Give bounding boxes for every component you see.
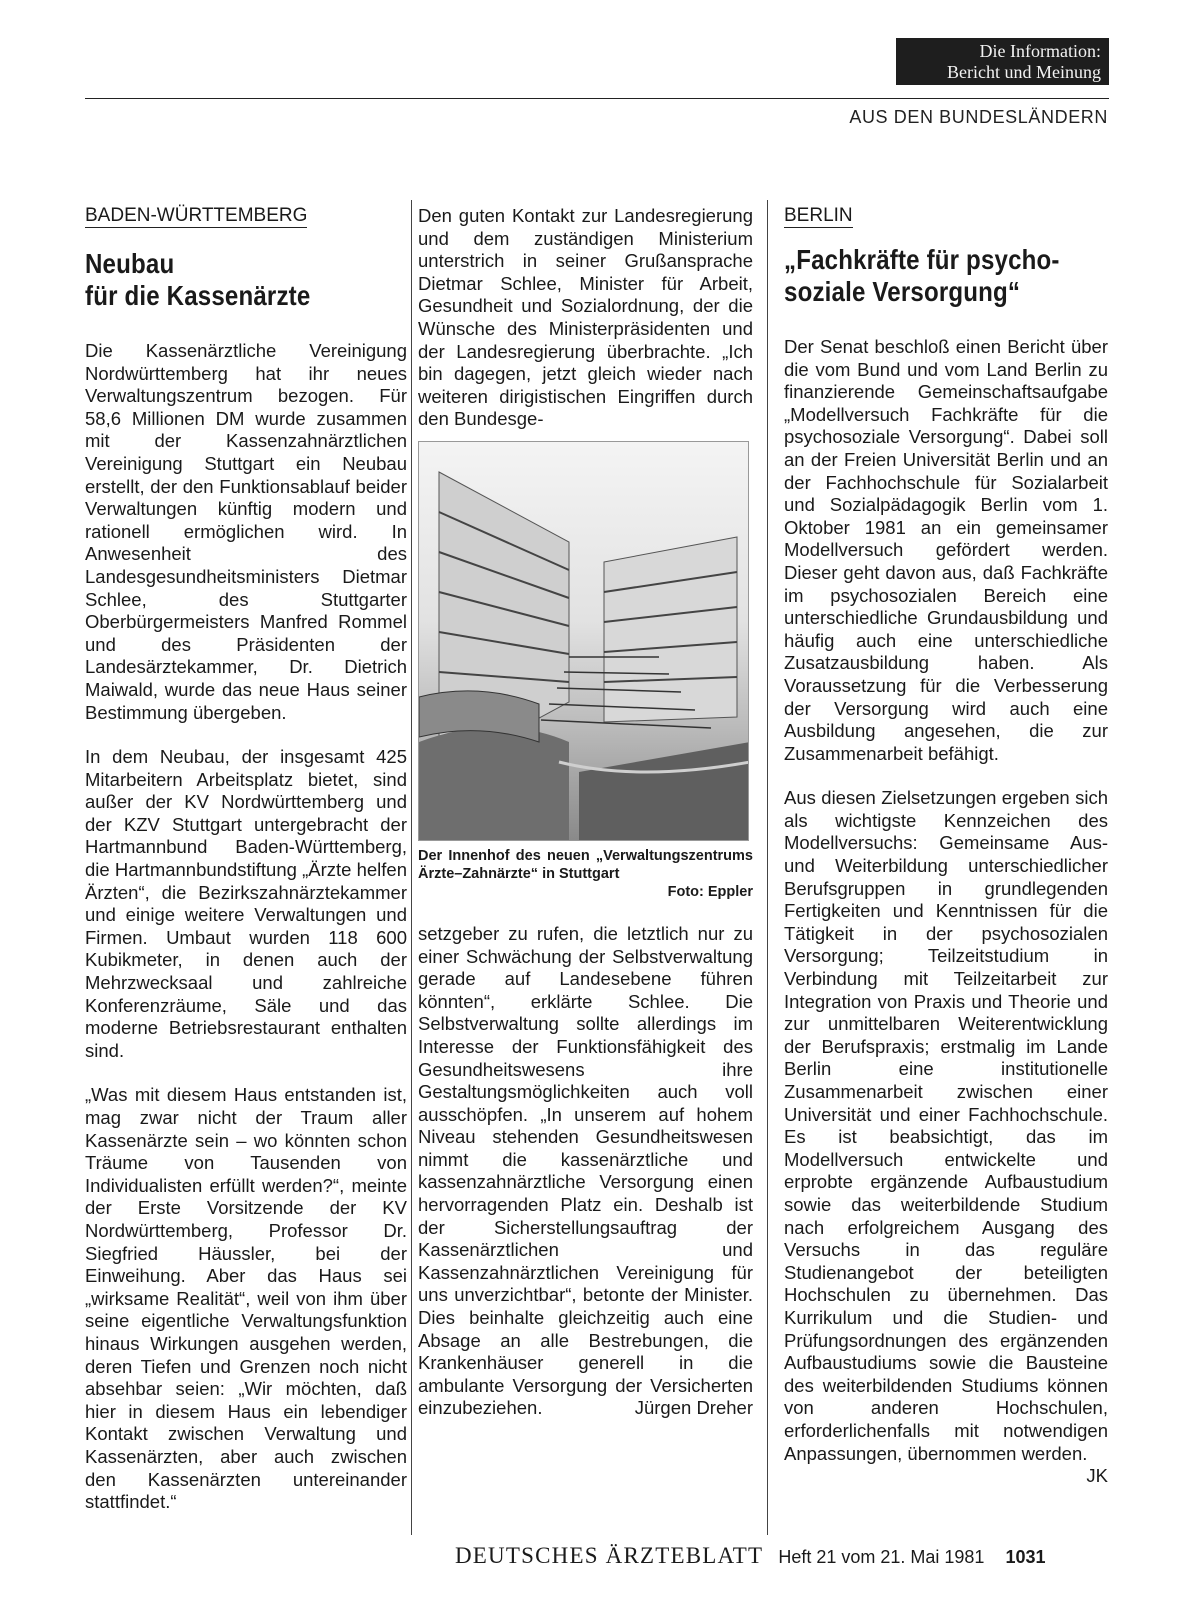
column-divider xyxy=(767,200,768,1535)
badge-line-1: Die Information: xyxy=(979,41,1101,61)
photo-caption xyxy=(418,847,753,901)
paragraph: „Was mit diesem Haus entstanden ist, mag zwar nicht der Traum aller Kassenärzte sein – wo könnten schon Träume von Tausenden von Individualisten erfüllt werden?“, meinte der Erste Vorsitzende der KV Nordwürttemberg, Professor Dr. Siegfried Häussler, bei der Einweihung. Aber das Haus sei „wirksame Realität“, weil von ihm über seine eigentliche Verwaltungsfunktion hinaus Wirkungen ausgehen werden, deren Tiefen und Grenzen noch nicht absehbar seien: „Wir möchten, daß hier in diesem Haus ein lebendiger Kontakt zwischen Verwaltung und Kassenärzten, aber auch zwischen den Kassenärzten untereinander stattfindet.“ xyxy=(85,1084,407,1513)
paragraph: Der Senat beschloß einen Bericht über die vom Bund und vom Land Berlin zu finanzierende Gemeinschaftsaufgabe „Modellversuch Fachkräfte für die psychosoziale Versorgung“. Dabei soll an der Freien Universität Berlin und an der Fachhochschule für Sozialarbeit und Sozialpädagogik Berlin vom 1. Oktober 1981 an ein gemeinsamer Modellversuch gefördert werden. Dieser geht davon aus, daß Fachkräfte im psychosozialen Bereich eine unterschiedliche Grundausbildung und häufig auch eine unterschiedliche Zusatzausbildung haben. Als Voraussetzung für die Verbesserung der Versorgung wird auch eine Ausbildung angesehen, die zur Zusammenarbeit befähigt. xyxy=(784,336,1108,764)
author-signature: Jürgen Dreher xyxy=(634,1397,753,1419)
paragraph-text: setzgeber zu rufen, die letztlich nur zu einer Schwächung der Selbstverwaltung gerade auf Landesebene führen könnten“, erklärte Schlee. Die Selbstverwaltung sollte allerdings im Interesse der Funktionsfähigkeit des Gesundheitswesens ihre Gestaltungsmöglichkeiten auch voll ausschöpfen. „In unserem auf hohem Niveau stehenden Gesundheitswesen nimmt die kassenärztliche und kassenzahnärztliche Versorgung einen hervorragenden Platz ein. Deshalb ist der Sicherstellungsauftrag der Kassenärztlichen und Kassenzahnärztlichen Vereinigung für uns unverzichtbar“, betonte der Minister. Dies beinhalte gleichzeitig auch eine Absage an alle Bestrebungen, die Krankenhäuser generell in die ambulante Versorgung der Versicherten einzubeziehen. xyxy=(418,922,753,1419)
paragraph: Den guten Kontakt zur Landesregierung und dem zuständigen Ministerium unterstrich in seiner Grußansprache Dietmar Schlee, Minister für Arbeit, Gesundheit und Sozialordnung, der die Wünsche des Ministerpräsidenten und der Landesregierung überbrachte. „Ich bin dagegen, jetzt gleich wieder nach weiteren dirigistischen Eingriffen durch den Bundesge- xyxy=(418,205,753,430)
column-2 xyxy=(418,205,753,1420)
column-divider xyxy=(411,200,412,1535)
headline-line-2: soziale Versorgung“ xyxy=(784,276,1021,307)
author-signature: JK xyxy=(1086,1465,1108,1487)
issue-info: Heft 21 vom 21. Mai 1981 xyxy=(778,1547,985,1567)
paragraph-text: Aus diesen Zielsetzungen ergeben sich als wichtigste Kennzeichen des Modellversuchs: Gemeinsame Aus- und Weiterbildung unterschiedlicher Berufsgruppen in grundlegenden Fertigkeiten und Kenntnissen für die Tätigkeit in der psychosozialen Versorgung; Teilzeitstudium in Verbindung mit Teilzeitarbeit zur Integration von Praxis und Theorie und zur unmittelbaren Weiterentwicklung der Berufspraxis; erstmalig im Lande Berlin eine institutionelle Zusammenarbeit zwischen einer Universität und einer Fachhochschule. Es ist beabsichtigt, das im Modellversuch entwickelte und erprobte ergänzende Aufbaustudium sowie das weiterbildende Studium nach erfolgreichem Ausgang des Versuchs in das reguläre Studienangebot der beteiligten Hochschulen zu übernehmen. Das Kurrikulum und die Studien- und Prüfungsordnungen des ergänzenden Aufbaustudiums sowie die Bausteine des weiterbildenden Studiums können von anderen Hochschulen, erforderlichenfalls mit notwendigen Anpassungen, übernommen werden. xyxy=(784,787,1108,1464)
badge-line-2: Bericht und Meinung xyxy=(947,62,1101,82)
page-number: 1031 xyxy=(1005,1547,1046,1567)
caption-text: Der Innenhof des neuen „Verwaltungszentrums Ärzte–Zahnärzte“ in Stuttgart xyxy=(418,847,753,882)
paragraph xyxy=(418,923,753,1420)
courtyard-photo xyxy=(418,441,749,841)
page-footer xyxy=(455,1543,1108,1569)
top-rule xyxy=(85,98,1109,99)
column-1 xyxy=(85,205,407,1536)
article-headline xyxy=(784,244,1107,308)
paragraph: Die Kassenärztliche Vereinigung Nordwürttemberg hat ihr neues Verwaltungszentrum bezogen. Für 58,6 Millionen DM wurde zusammen mit der Kassenzahnärztlichen Vereinigung Stuttgart ein Neubau erstellt, der den Funktionsablauf beider Verwaltungen künftig modern und rationell ermöglichen wird. In Anwesenheit des Landesgesundheitsministers Dietmar Schlee, des Stuttgarter Oberbürgermeisters Manfred Rommel und des Präsidenten der Landesärztekammer, Dr. Dietrich Maiwald, wurde das neue Haus seiner Bestimmung übergeben. xyxy=(85,340,407,723)
section-heading: AUS DEN BUNDESLÄNDERN xyxy=(849,107,1108,127)
headline-line-2: für die Kassenärzte xyxy=(85,280,311,311)
section-badge xyxy=(896,38,1109,85)
headline-line-1: „Fachkräfte für psycho- xyxy=(784,244,1060,275)
photo-credit: Foto: Eppler xyxy=(667,883,753,900)
paragraph xyxy=(784,787,1108,1487)
column-3 xyxy=(784,205,1108,1488)
building-image xyxy=(419,442,749,841)
headline-line-1: Neubau xyxy=(85,248,175,279)
region-label: BERLIN xyxy=(784,205,853,226)
region-label: BADEN-WÜRTTEMBERG xyxy=(85,205,308,226)
magazine-name: DEUTSCHES ÄRZTEBLATT xyxy=(455,1543,764,1568)
paragraph: In dem Neubau, der insgesamt 425 Mitarbeitern Arbeitsplatz bietet, sind außer der KV Nordwürttemberg und der KZV Stuttgart untergebracht der Hartmannbund Baden-Württemberg, die Hartmannbundstiftung „Ärzte helfen Ärzten“, die Bezirkszahnärztekammer und einige weitere Verwaltungen und Firmen. Umbaut wurden 118 600 Kubikmeter, in denen auch der Mehrzwecksaal und zahlreiche Konferenzräume, Säle und das moderne Betriebsrestaurant enthalten sind. xyxy=(85,746,407,1061)
article-headline xyxy=(85,248,406,312)
